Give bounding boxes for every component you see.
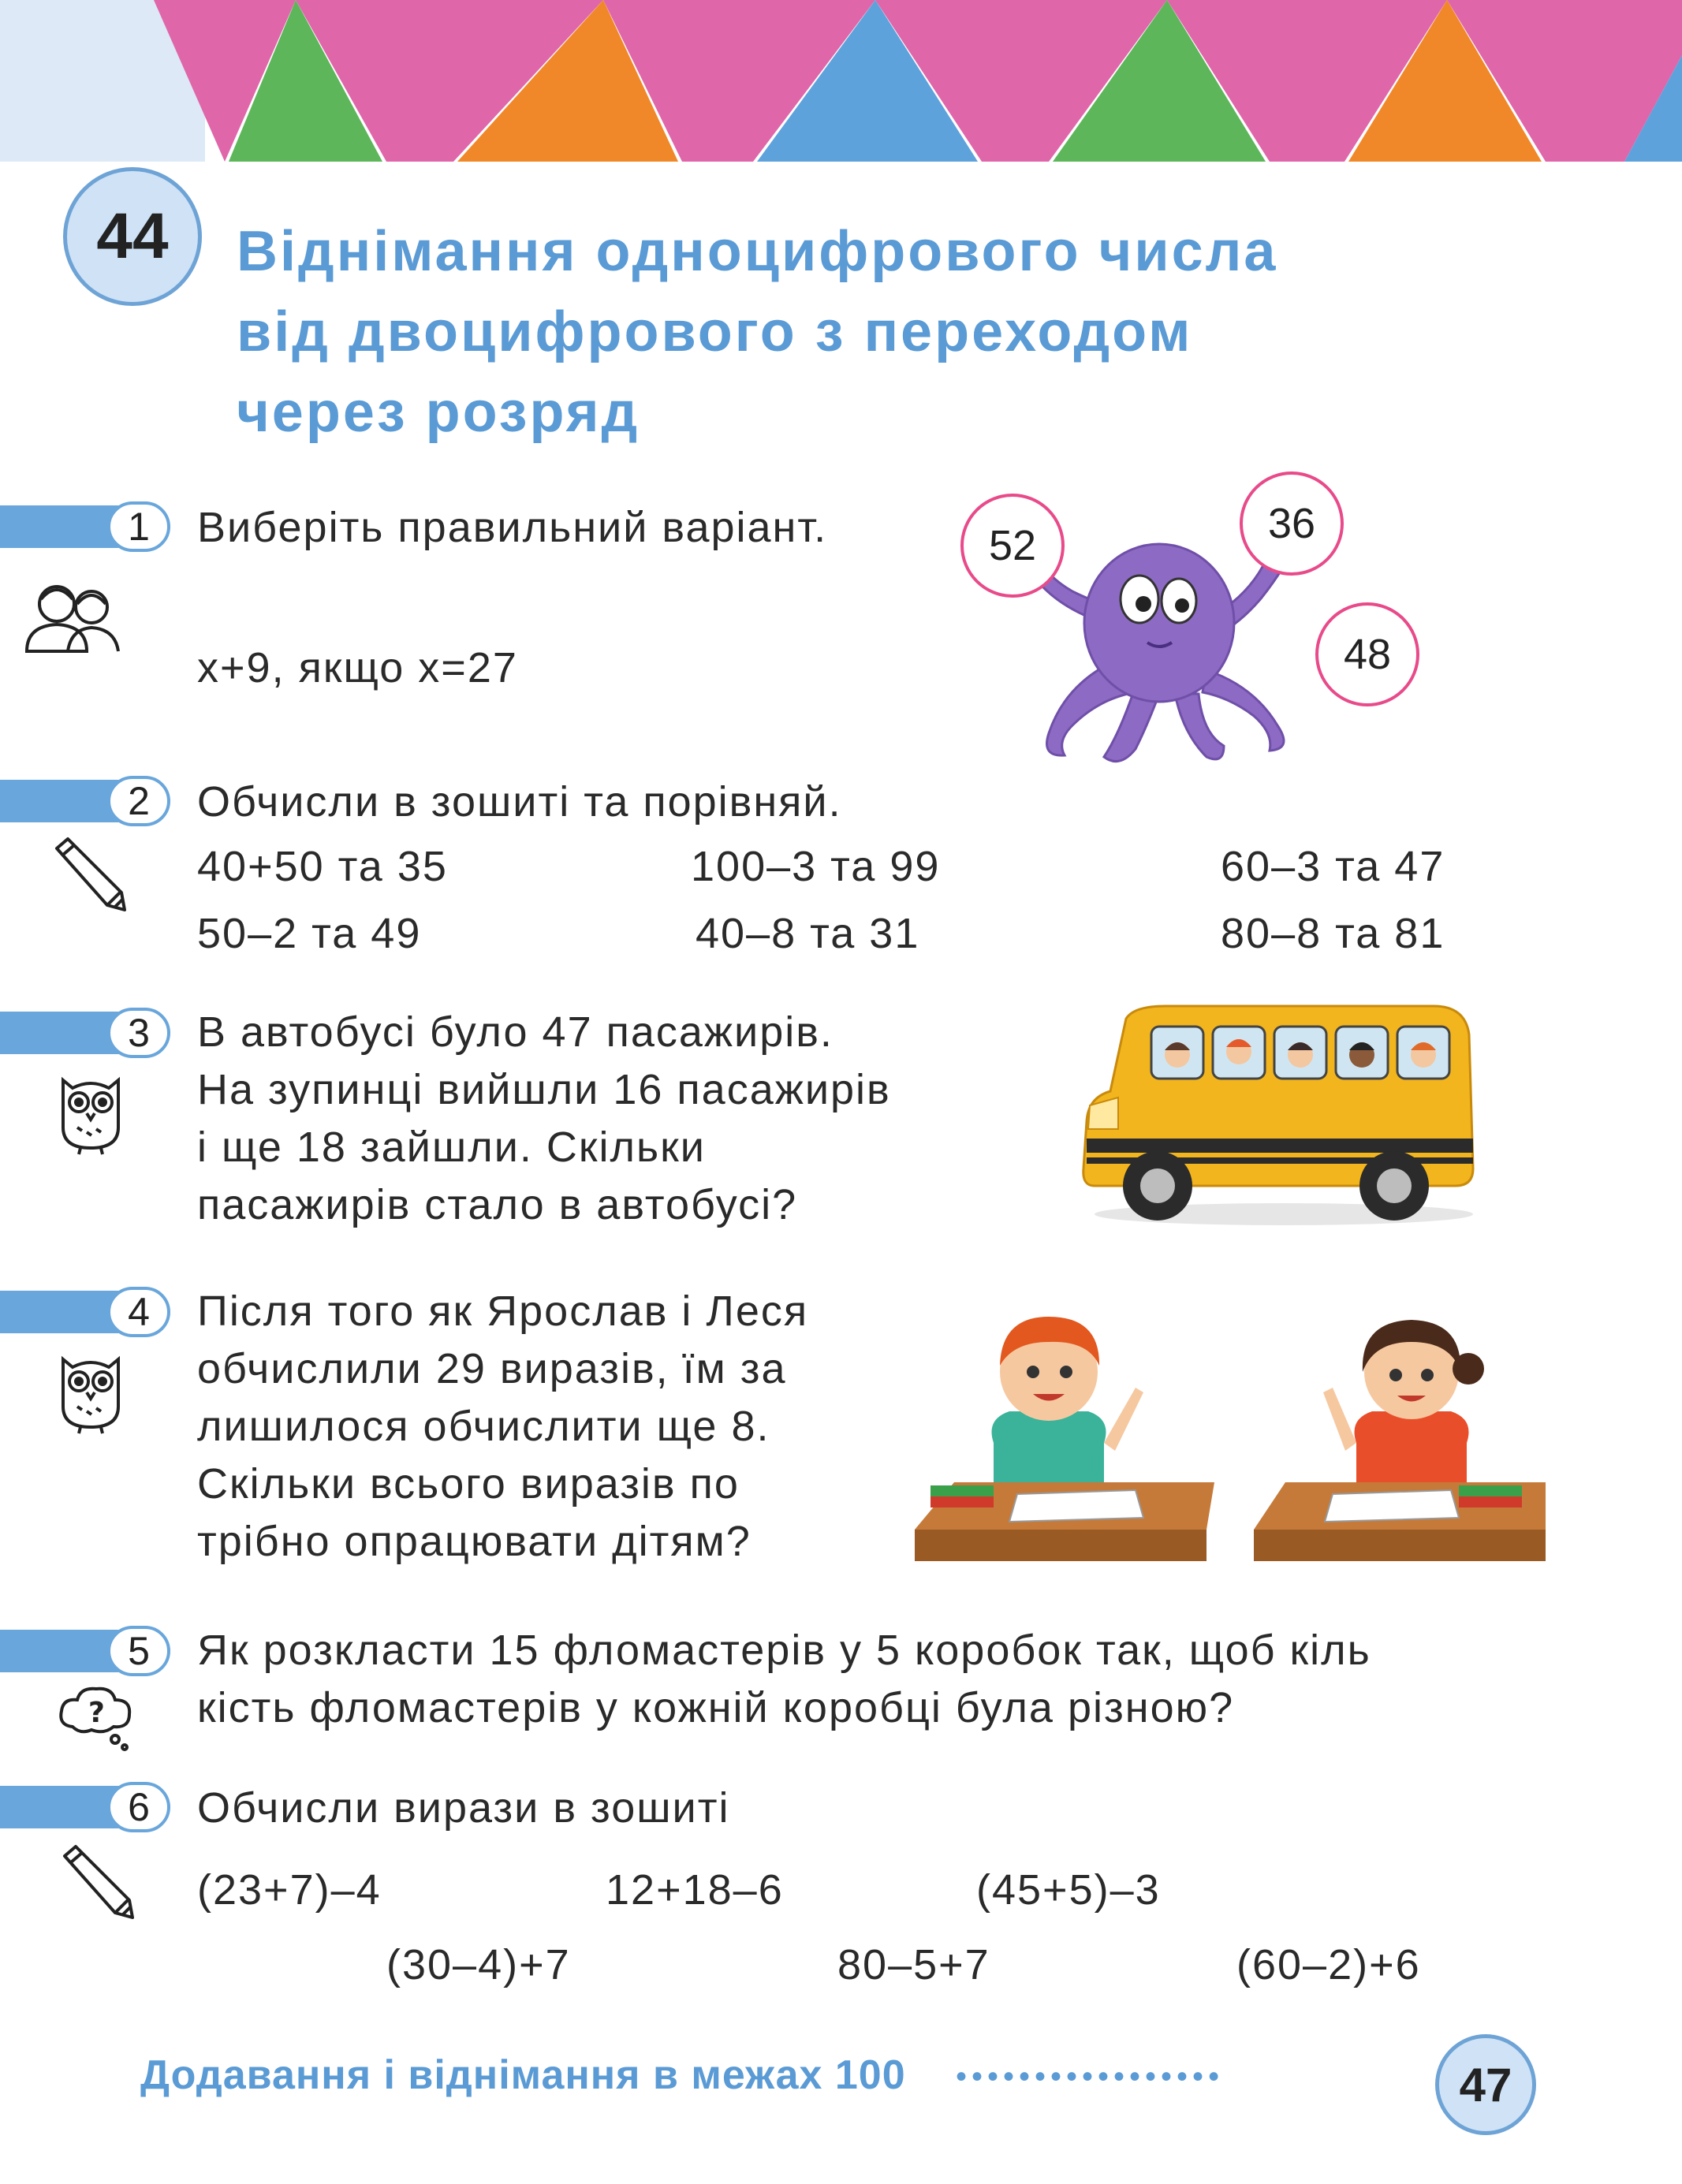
pair-work-icon bbox=[24, 576, 121, 654]
lesson-title-line: Віднімання одноцифрового числа bbox=[237, 220, 1278, 283]
exercise-1-tab bbox=[0, 501, 173, 552]
lesson-title-line: від двоцифрового з переходом bbox=[237, 300, 1193, 363]
exercise-5-tab bbox=[0, 1626, 173, 1676]
lesson-number-badge: 44 bbox=[63, 167, 202, 306]
pencil-icon bbox=[49, 834, 128, 913]
exercise-3-text-line: В автобусі було 47 пасажирів. bbox=[197, 1008, 834, 1056]
answer-option-bubble: 36 bbox=[1240, 471, 1344, 576]
section-title: Додавання і віднімання в межах 100 bbox=[140, 2052, 906, 2098]
exercise-number: 2 bbox=[107, 776, 170, 826]
exercise-6-item: (23+7)–4 bbox=[197, 1866, 382, 1914]
exercise-2-item: 40+50 та 35 bbox=[197, 843, 448, 890]
exercise-6-instruction: Обчисли вирази в зошиті bbox=[197, 1784, 730, 1832]
exercise-5-text-line: Як розкласти 15 фломастерів у 5 коробок так, щоб кіль bbox=[197, 1627, 1371, 1674]
exercise-6-item: (45+5)–3 bbox=[976, 1866, 1161, 1914]
exercise-3-tab bbox=[0, 1008, 173, 1058]
exercise-number: 6 bbox=[107, 1782, 170, 1832]
exercise-6-item: 12+18–6 bbox=[606, 1866, 784, 1914]
exercise-2-item: 80–8 та 81 bbox=[1221, 910, 1445, 957]
exercise-1-instruction: Виберіть правильний варіант. bbox=[197, 504, 828, 551]
question-cloud-icon bbox=[57, 1683, 136, 1754]
exercise-2-item: 100–3 та 99 bbox=[691, 843, 941, 890]
school-bus-illustration bbox=[1079, 1003, 1489, 1232]
exercise-6-item: (30–4)+7 bbox=[386, 1941, 571, 1988]
exercise-number: 3 bbox=[107, 1008, 170, 1058]
exercise-6-tab bbox=[0, 1782, 173, 1832]
lesson-title-line: через розряд bbox=[237, 381, 640, 444]
exercise-number: 4 bbox=[107, 1287, 170, 1337]
lesson-title bbox=[237, 211, 1419, 453]
answer-option-bubble: 52 bbox=[960, 494, 1065, 598]
exercise-4-text-line: обчислили 29 виразів, їм за bbox=[197, 1345, 787, 1392]
owl-icon bbox=[55, 1344, 126, 1435]
exercise-4-text-line: трібно опрацювати дітям? bbox=[197, 1518, 751, 1565]
owl-icon bbox=[55, 1064, 126, 1156]
footer-dots: ••••••••••••••••• bbox=[956, 2059, 1225, 2094]
exercise-4-text-line: лишилося обчислити ще 8. bbox=[197, 1403, 770, 1450]
svg-text:?: ? bbox=[88, 1697, 105, 1729]
header-banner bbox=[0, 0, 1682, 162]
exercise-6-item: 80–5+7 bbox=[837, 1941, 990, 1988]
exercise-1-expression: x+9, якщо x=27 bbox=[197, 644, 518, 691]
exercise-2-item: 60–3 та 47 bbox=[1221, 843, 1445, 890]
exercise-3-text-line: пасажирів стало в автобусі? bbox=[197, 1181, 798, 1228]
exercise-3-text-line: На зупинці вийшли 16 пасажирів bbox=[197, 1066, 891, 1113]
exercise-4-text-line: Після того як Ярослав і Леся bbox=[197, 1288, 809, 1335]
exercise-2-instruction: Обчисли в зошиті та порівняй. bbox=[197, 778, 842, 826]
exercise-2-item: 50–2 та 49 bbox=[197, 910, 422, 957]
exercise-number: 5 bbox=[107, 1626, 170, 1676]
children-at-desks-illustration bbox=[907, 1293, 1553, 1585]
exercise-6-item: (60–2)+6 bbox=[1236, 1941, 1421, 1988]
exercise-5-text-line: кість фломастерів у кожній коробці була різною? bbox=[197, 1684, 1235, 1731]
answer-option-bubble: 48 bbox=[1315, 602, 1419, 706]
exercise-4-tab bbox=[0, 1287, 173, 1337]
exercise-4-text-line: Скільки всього виразів по bbox=[197, 1460, 740, 1508]
exercise-2-item: 40–8 та 31 bbox=[696, 910, 920, 957]
pencil-icon bbox=[57, 1842, 136, 1921]
exercise-number: 1 bbox=[107, 501, 170, 552]
exercise-2-tab bbox=[0, 776, 173, 826]
page-number: 47 bbox=[1435, 2034, 1536, 2135]
exercise-3-text-line: і ще 18 зайшли. Скільки bbox=[197, 1124, 706, 1171]
